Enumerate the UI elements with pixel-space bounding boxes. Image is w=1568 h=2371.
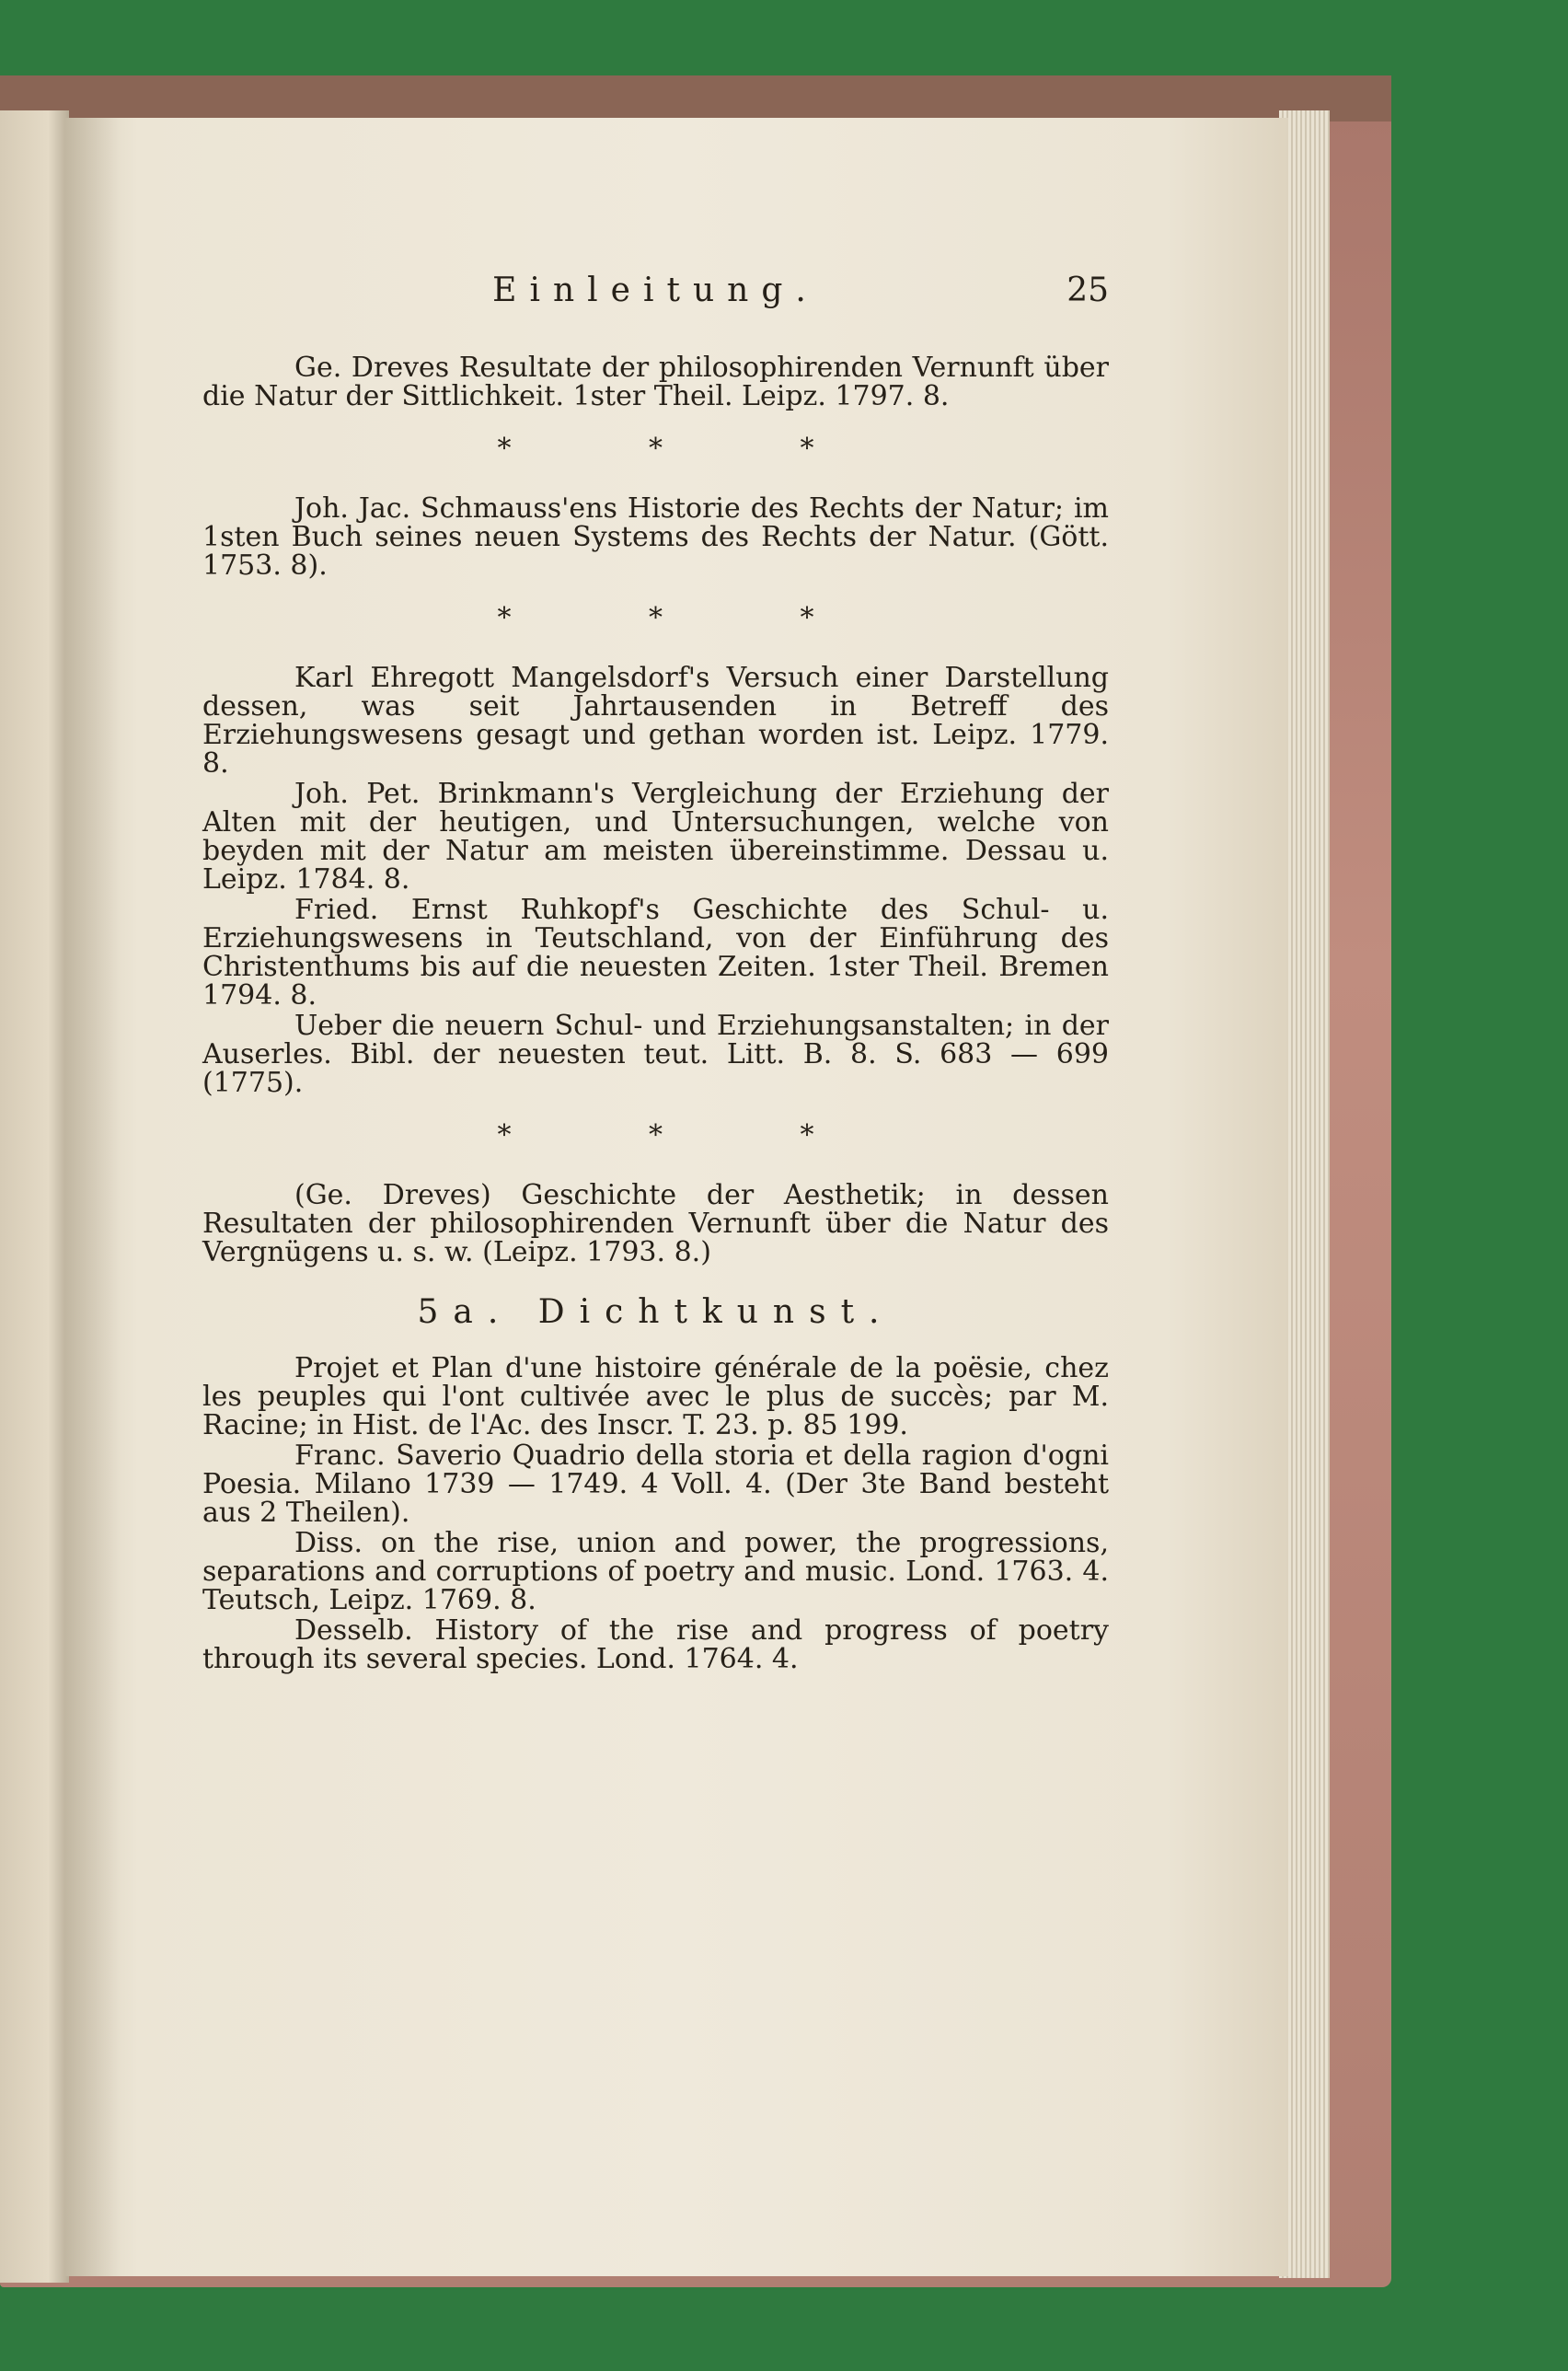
section-divider-stars: * * * [497,433,814,465]
bibliography-entry: Fried. Ernst Ruhkopf's Geschichte des Schul- u. Erziehungswesens in Teutschland, von der Einführung des Christenthums bis auf die neuesten Zeiten. 1ster Theil. Bremen 1794. 8. [202,894,1109,1012]
bibliography-entry: Ueber die neuern Schul- und Erziehungsanstalten; in der Auserles. Bibl. der neuesten teut. Litt. B. 8. S. 683 — 699 (1775). [202,1010,1109,1099]
bibliography-entry: Diss. on the rise, union and power, the progressions, separations and corruptions of poetry and music. Lond. 1763. 4. Teutsch, Leipz. 1769. 8. [202,1527,1109,1616]
bibliography-entry: Franc. Saverio Quadrio della storia et della ragion d'ogni Poesia. Milano 1739 — 1749. 4 Voll. 4. (Der 3te Band besteht aus 2 Theilen). [202,1440,1109,1529]
bibliography-entry: Joh. Jac. Schmauss'ens Historie des Rechts der Natur; im 1sten Buch seines neuen Systems des Rechts der Natur. (Gött. 1753. 8). [202,492,1109,582]
running-head: Einleitung. [492,272,819,309]
bibliography-entry: Desselb. History of the rise and progress of poetry through its several species. Lond. 1764. 4. [202,1614,1109,1675]
bibliography-entry: Ge. Dreves Resultate der philosophirenden Vernunft über die Natur der Sittlichkeit. 1ster Theil. Leipz. 1797. 8. [202,352,1109,412]
page-text [202,272,1109,1675]
facing-page-edge [0,110,69,2283]
section-heading: 5a. Dichtkunst. [417,1293,894,1331]
bibliography-entry: (Ge. Dreves) Geschichte der Aesthetik; in dessen Resultaten der philosophirenden Vernunft über die Natur des Vergnügens u. s. w. (Leipz. 1793. 8.) [202,1179,1109,1268]
book-cover-top [0,75,1391,121]
page-number: 25 [1066,272,1109,309]
gutter-shadow [64,118,120,2276]
bibliography-entry: Projet et Plan d'une histoire générale de la poësie, chez les peuples qui l'ont cultivée avec le plus de succès; par M. Racine; in Hist. de l'Ac. des Inscr. T. 23. p. 85 199. [202,1352,1109,1441]
page-header [202,272,1109,320]
section-divider-stars: * * * [497,1119,814,1151]
bibliography-entry: Joh. Pet. Brinkmann's Vergleichung der Erziehung der Alten mit der heutigen, und Untersuchungen, welche von beyden mit der Natur am meisten übereinstimme. Dessau u. Leipz. 1784. 8. [202,778,1109,896]
section-divider-stars: * * * [497,602,814,634]
bibliography-entry: Karl Ehregott Mangelsdorf's Versuch einer Darstellung dessen, was seit Jahrtausenden in Betreff des Erziehungswesens gesagt und gethan worden ist. Leipz. 1779. 8. [202,662,1109,780]
